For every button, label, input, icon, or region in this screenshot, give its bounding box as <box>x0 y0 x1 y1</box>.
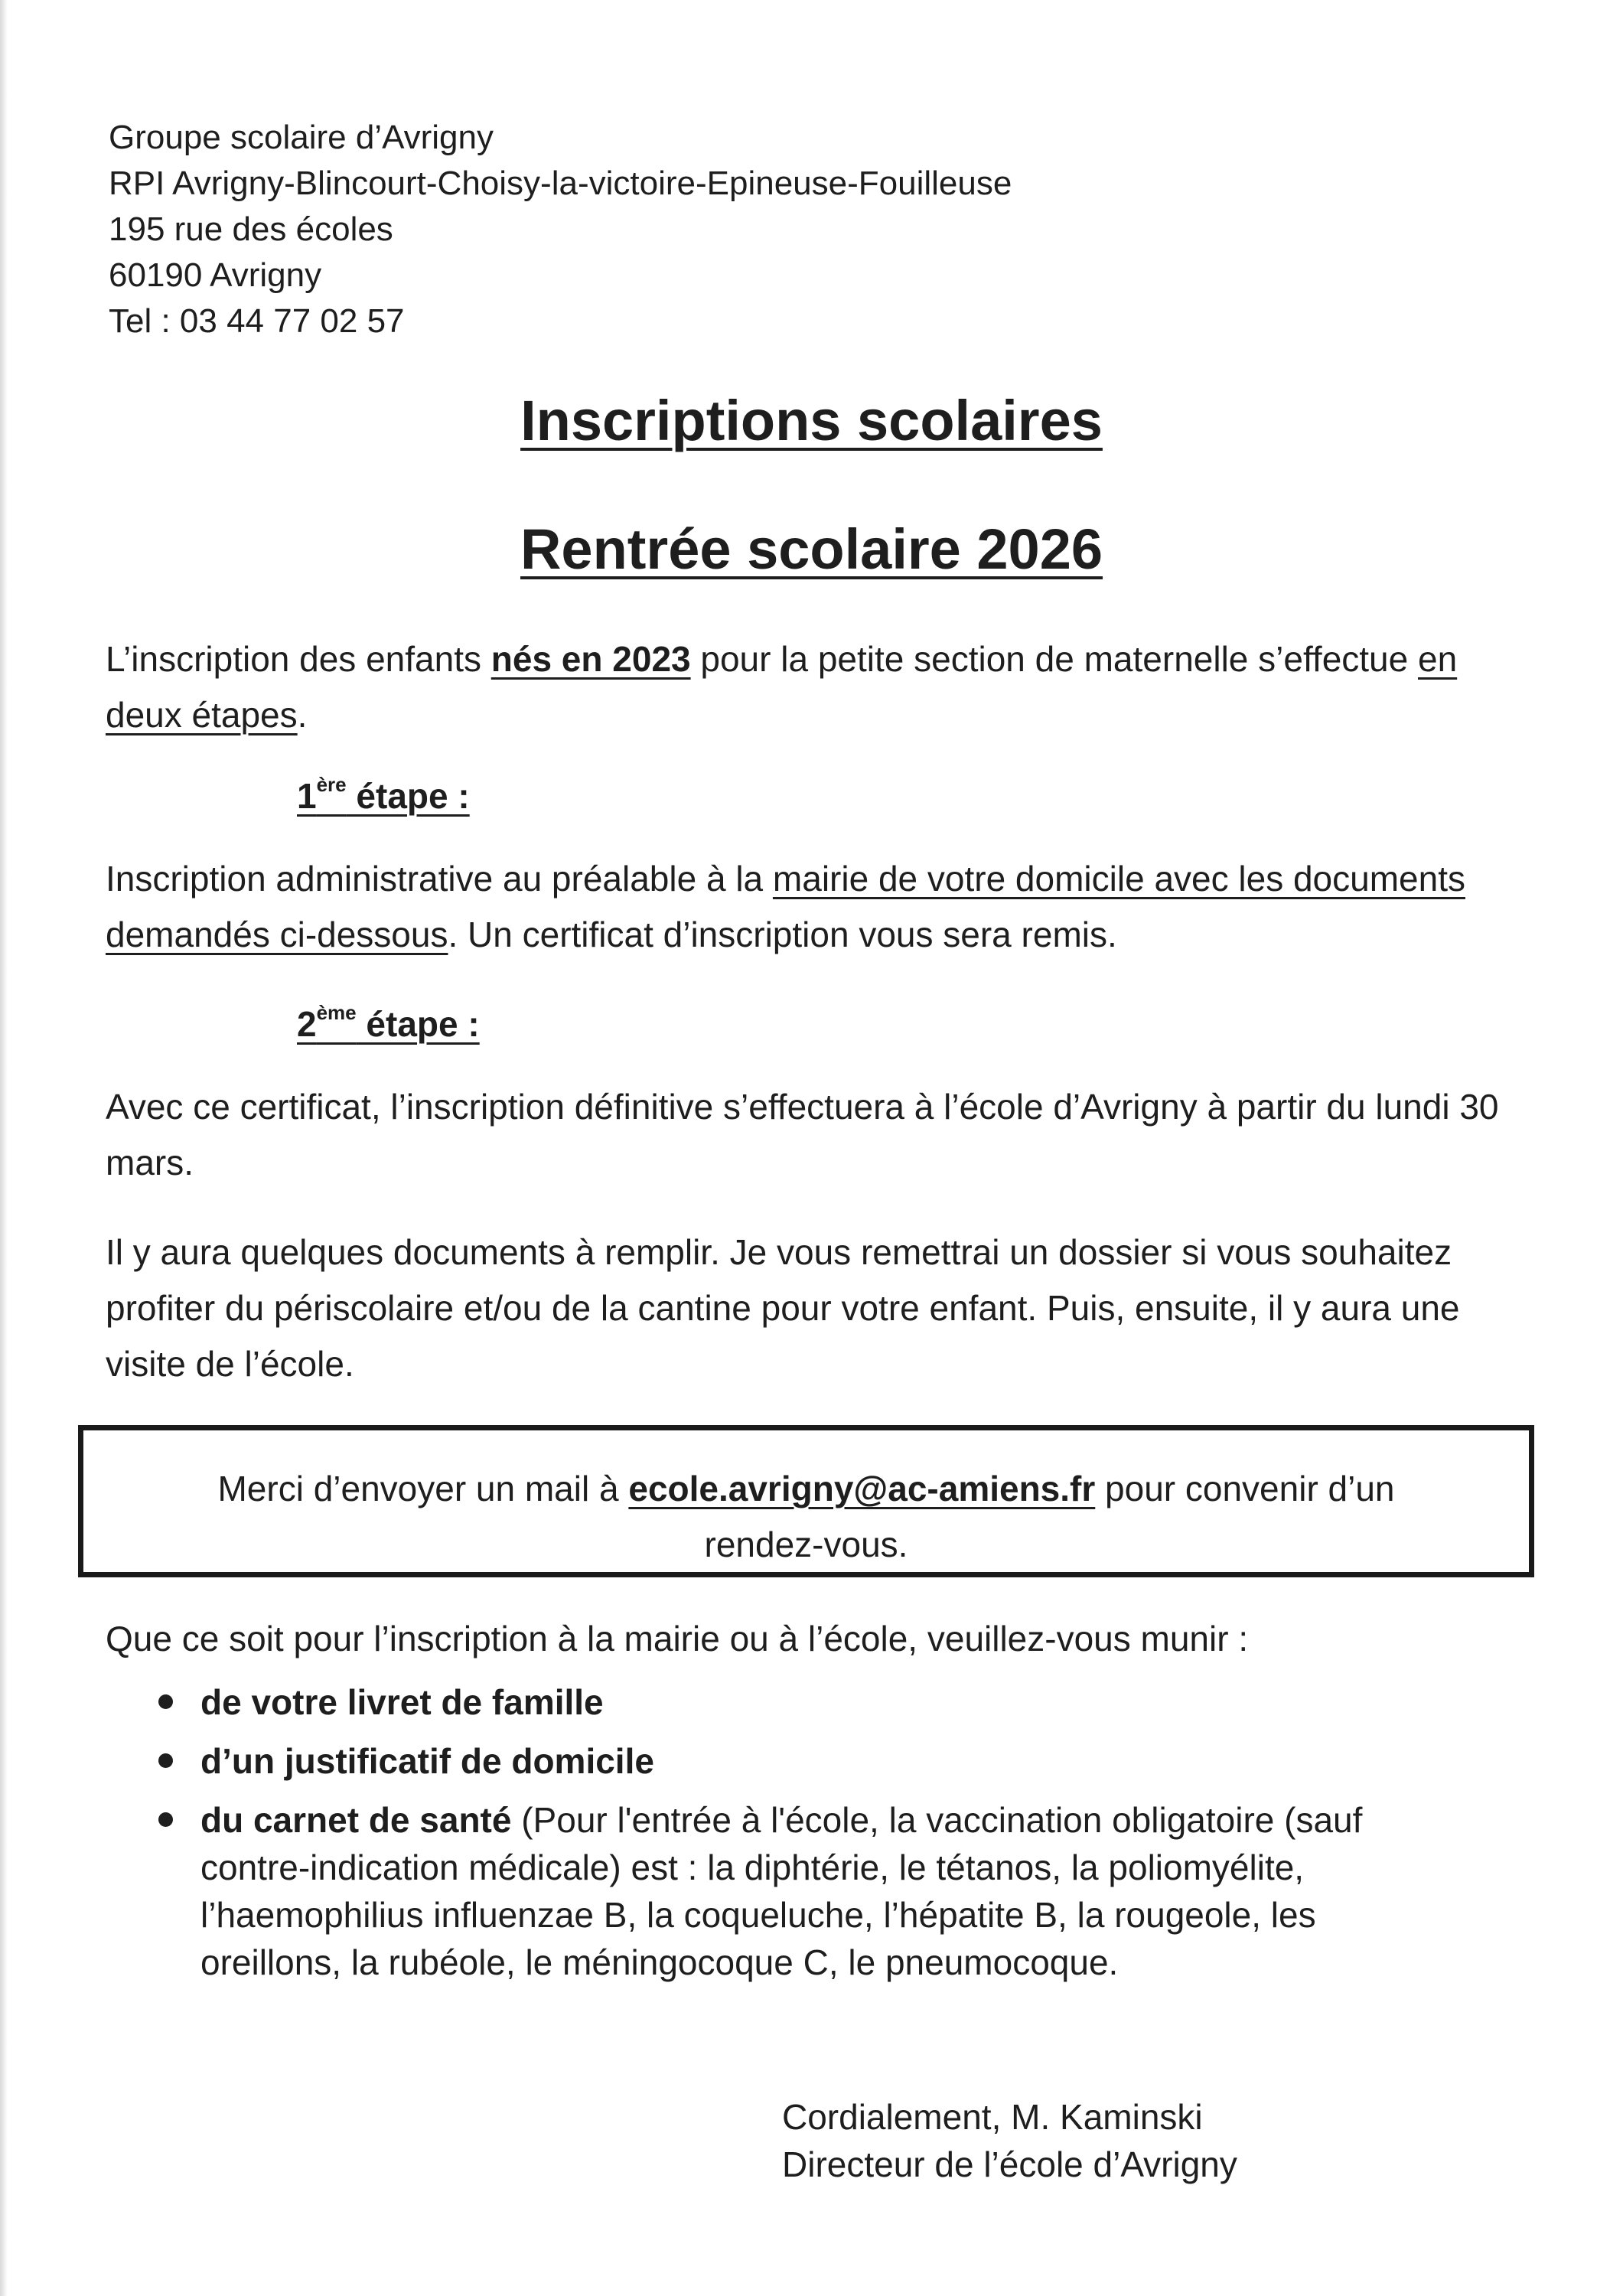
title-rentree: Rentrée scolaire 2026 <box>520 517 1103 581</box>
intro-end: . <box>297 695 308 735</box>
list-item-domicile <box>0 1737 1440 1785</box>
documents-paragraph: Il y aura quelques documents à remplir. Je vous remettrai un dossier si vous souhaitez profiter du périscolaire et/ou de la cantine pour votre enfant. Puis, ensuite, il y aura une visite de l’école. <box>106 1232 1460 1384</box>
street-address: 195 rue des écoles <box>109 210 393 248</box>
signature-name: Cordialement, M. Kaminski <box>782 2097 1203 2137</box>
signature-title: Directeur de l’école d’Avrigny <box>782 2144 1237 2184</box>
step-2-label: étape : <box>356 1004 480 1044</box>
intro-text-2: pour la petite section de maternelle s’effectue <box>690 639 1418 679</box>
step-1-text-1: Inscription administrative au préalable à la <box>106 859 773 899</box>
step-2-superscript: ème <box>316 1001 357 1024</box>
list-item-livret <box>0 1678 1440 1726</box>
list-item-sante <box>0 1796 1440 1986</box>
page-title <box>0 386 1623 455</box>
vaccination-details: (Pour l'entrée à l'école, la vaccination obligatoire (sauf contre-indication médicale) est : la diphtérie, le tétanos, la poliomyélite, l’haemophilius influenzae B, la coqueluche, l’hépatite B, la rougeole, les oreillons, la rubéole, le méningocoque C, le pneumocoque. <box>200 1800 1363 1982</box>
step-1-text-2: . Un certificat d’inscription vous sera remis. <box>448 915 1117 954</box>
intro-birth-year: nés en 2023 <box>490 639 691 679</box>
postal-city: 60190 Avrigny <box>109 256 322 294</box>
email-notice-text-1: Merci d’envoyer un mail à <box>217 1469 629 1508</box>
email-notice-box <box>78 1425 1534 1577</box>
step-1-mairie-docs: mairie de votre domicile avec les documents demandés ci-dessous <box>106 859 1465 954</box>
bullet-icon <box>158 1753 173 1768</box>
rpi-name: RPI Avrigny-Blincourt-Choisy-la-victoire-Epineuse-Fouilleuse <box>109 165 1012 202</box>
page-subtitle <box>0 515 1623 584</box>
intro-two-steps: en deux étapes <box>106 639 1458 735</box>
step-1-superscript: ère <box>316 773 347 796</box>
title-inscriptions: Inscriptions scolaires <box>520 389 1103 452</box>
school-address-block <box>109 115 1012 344</box>
school-name: Groupe scolaire d’Avrigny <box>109 119 494 156</box>
carnet-sante: du carnet de santé <box>200 1800 512 1840</box>
required-documents-list <box>0 1678 1440 1998</box>
signature-block <box>782 2093 1237 2188</box>
phone-number: Tel : 03 44 77 02 57 <box>109 302 405 340</box>
step-1-number: 1 <box>297 776 317 816</box>
intro-text-1: L’inscription des enfants <box>106 639 491 679</box>
step-2-number: 2 <box>297 1004 317 1044</box>
bullet-icon <box>158 1812 173 1827</box>
step-2-heading <box>297 1001 480 1047</box>
justificatif-domicile: d’un justificatif de domicile <box>200 1741 654 1781</box>
required-documents-intro: Que ce soit pour l’inscription à la mairie ou à l’école, veuillez-vous munir : <box>106 1619 1249 1658</box>
step-1-paragraph <box>106 851 1529 963</box>
bullet-icon <box>158 1694 173 1709</box>
school-email-link[interactable]: ecole.avrigny@ac-amiens.fr <box>628 1469 1096 1508</box>
livret-famille: de votre livret de famille <box>200 1682 604 1722</box>
step-1-heading <box>297 773 470 819</box>
email-notice-text-2: pour convenir d’un rendez-vous. <box>704 1469 1395 1564</box>
step-1-label: étape : <box>346 776 470 816</box>
step-2-paragraph: Avec ce certificat, l’inscription définitive s’effectuera à l’école d’Avrigny à partir du lundi 30 mars. <box>106 1087 1499 1182</box>
intro-paragraph <box>106 631 1529 743</box>
